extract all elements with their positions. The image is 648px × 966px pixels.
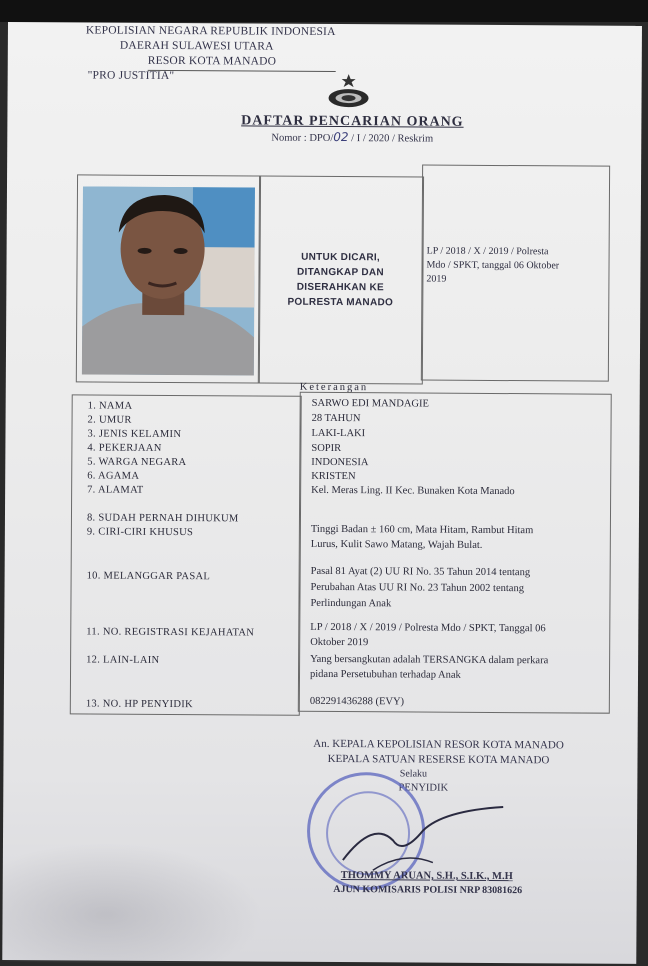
number-suffix: / I / 2020 / Reskrim <box>348 133 434 145</box>
value-line: Tinggi Badan ± 160 cm, Mata Hitam, Rambut Hitam <box>310 523 534 537</box>
header-institution: KEPOLISIAN NEGARA REPUBLIK INDONESIA <box>85 24 336 39</box>
officer-name: THOMMY ARUAN, S.H., S.I.K., M.H <box>340 870 513 883</box>
value-no-hp-penyidik: 082291436288 (EVY) <box>309 695 405 708</box>
value-umur: 28 TAHUN <box>311 412 361 425</box>
value-jenis-kelamin: LAKI-LAKI <box>311 427 366 440</box>
label-warga-negara: 5. WARGA NEGARA <box>87 456 187 469</box>
keterangan-heading: Keterangan <box>299 381 369 394</box>
value-lain-lain <box>310 652 548 683</box>
label-ciri-ciri-khusus: 9. CIRI-CIRI KHUSUS <box>86 526 194 539</box>
value-line: Perubahan Atas UU RI No. 23 Tahun 2002 tentang <box>310 581 525 595</box>
label-sudah-pernah-dihukum: 8. SUDAH PERNAH DIHUKUM <box>86 512 239 525</box>
value-alamat: Kel. Meras Ling. II Kec. Bunaken Kota Manado <box>311 484 515 498</box>
label-no-hp-penyidik: 13. NO. HP PENYIDIK <box>85 698 193 711</box>
header-region: DAERAH SULAWESI UTARA <box>119 39 274 53</box>
top-dark-bar <box>0 0 648 22</box>
value-agama: KRISTEN <box>311 470 356 483</box>
value-warga-negara: INDONESIA <box>311 456 369 469</box>
sig-line-1: An. KEPALA KEPOLISIAN RESOR KOTA MANADO <box>313 737 564 752</box>
handwritten-number: 02 <box>333 129 349 145</box>
value-line: pidana Persetubuhan terhadap Anak <box>309 668 461 681</box>
value-nama: SARWO EDI MANDAGIE <box>311 397 429 410</box>
label-agama: 6. AGAMA <box>87 470 140 482</box>
value-line: Pasal 81 Ayat (2) UU RI No. 35 Tahun 2014 tentang <box>310 565 531 579</box>
report-line: Mdo / SPKT, tanggal 06 Oktober <box>426 259 560 272</box>
suspect-photo-image <box>82 186 255 375</box>
sig-line-3: Selaku <box>399 768 428 780</box>
handwritten-signature <box>333 800 513 881</box>
value-ciri-ciri-khusus <box>311 522 534 553</box>
value-line: Lurus, Kulit Sawo Matang, Wajah Bulat. <box>310 538 483 551</box>
police-emblem-icon <box>323 72 373 108</box>
label-pekerjaan: 4. PEKERJAAN <box>87 442 162 454</box>
number-prefix: Nomor : DPO/ <box>271 132 334 144</box>
value-pekerjaan: SOPIR <box>311 442 342 455</box>
label-melanggar-pasal: 10. MELANGGAR PASAL <box>86 570 211 583</box>
suspect-photo <box>82 186 255 375</box>
document-page <box>2 22 642 964</box>
sig-line-2: KEPALA SATUAN RESERSE KOTA MANADO <box>327 752 550 767</box>
value-line: Yang bersangkutan adalah TERSANGKA dalam perkara <box>310 653 549 667</box>
label-umur: 2. UMUR <box>87 414 132 426</box>
document-title: DAFTAR PENCARIAN ORANG <box>241 113 464 130</box>
document-number <box>7 128 648 146</box>
value-melanggar-pasal <box>310 564 530 613</box>
value-no-registrasi <box>310 620 546 651</box>
report-line: 2019 <box>426 273 447 285</box>
officer-rank: AJUN KOMISARIS POLISI NRP 83081626 <box>333 884 523 897</box>
instruction-line: UNTUK DICARI, <box>301 251 381 264</box>
value-line: Perlindungan Anak <box>310 597 392 610</box>
instruction-line: DISERAHKAN KE <box>296 281 385 294</box>
photo-shadow <box>2 842 263 964</box>
label-no-registrasi: 11. NO. REGISTRASI KEJAHATAN <box>86 626 255 639</box>
label-jenis-kelamin: 3. JENIS KELAMIN <box>87 428 182 441</box>
instruction-text <box>264 250 416 311</box>
instruction-line: POLRESTA MANADO <box>287 296 394 309</box>
report-line: LP / 2018 / X / 2019 / Polresta <box>426 245 549 258</box>
header-pro-justitia: "PRO JUSTITIA" <box>87 69 175 83</box>
instruction-line: DITANGKAP DAN <box>297 266 384 279</box>
label-alamat: 7. ALAMAT <box>87 484 144 496</box>
report-text <box>426 245 602 288</box>
value-line: Oktober 2019 <box>310 636 369 649</box>
value-line: LP / 2018 / X / 2019 / Polresta Mdo / SPKT, Tanggal 06 <box>310 621 546 635</box>
sig-line-4: PENYIDIK <box>398 782 449 794</box>
header-resort: RESOR KOTA MANADO <box>147 54 277 68</box>
label-lain-lain: 12. LAIN-LAIN <box>86 654 160 666</box>
label-nama: 1. NAMA <box>87 400 133 412</box>
header-underline <box>148 70 336 72</box>
